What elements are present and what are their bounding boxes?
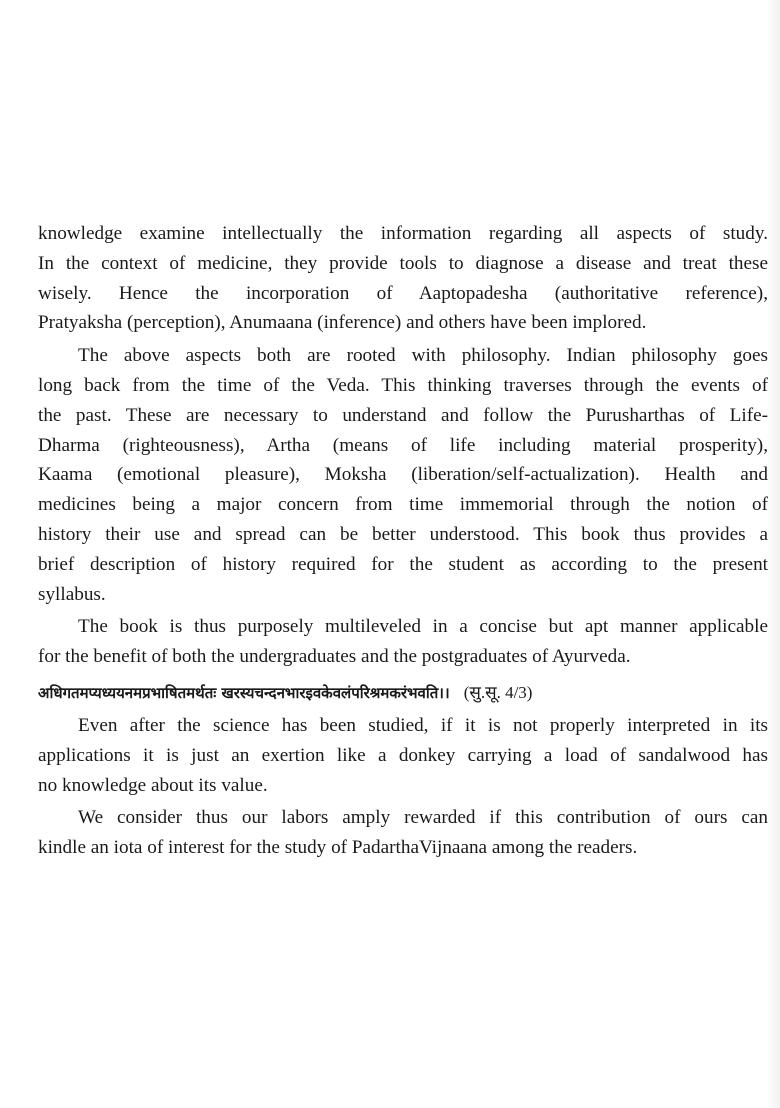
text-line: Even after the science has been studied, if it is not properly interpreted in its	[78, 714, 768, 736]
paragraph	[38, 711, 768, 800]
text-line: kindle an iota of interest for the study of PadarthaVijnaana among the readers.	[38, 837, 638, 859]
text-line: brief description of history required for the student as according to the present	[38, 553, 768, 575]
text-line: no knowledge about its value.	[38, 774, 268, 796]
text-line: Kaama (emotional pleasure), Moksha (liberation/self-actualization). Health and	[38, 464, 768, 486]
verse-reference: (सु.सू. 4/3)	[463, 682, 533, 702]
text-line: Pratyaksha (perception), Anumaana (inference) and others have been implored.	[38, 312, 647, 334]
paragraph	[38, 219, 768, 338]
sanskrit-quote	[38, 675, 768, 711]
text-line: knowledge examine intellectually the information regarding all aspects of study.	[38, 223, 768, 244]
paragraphs-after-quote	[38, 711, 768, 866]
paragraph	[38, 612, 768, 672]
text-line: the past. These are necessary to understand and follow the Purusharthas of Life-	[38, 404, 768, 426]
paragraph	[38, 803, 768, 863]
text-line: wisely. Hence the incorporation of Aaptopadesha (authoritative reference),	[38, 282, 768, 304]
paragraphs-before-quote	[38, 219, 768, 675]
text-line: The above aspects both are rooted with philosophy. Indian philosophy goes	[78, 345, 768, 367]
text-line: for the benefit of both the undergraduates and the postgraduates of Ayurveda.	[38, 646, 631, 668]
text-line: history their use and spread can be better understood. This book thus provides a	[38, 523, 768, 545]
scan-edge-shadow	[766, 0, 780, 1108]
text-line: In the context of medicine, they provide tools to diagnose a disease and treat these	[38, 252, 768, 274]
sanskrit-verse: अधिगतमप्यध्ययनमप्रभाषितमर्थतः खरस्यचन्दनभारइवकेवलंपरिश्रमकरंभवति।।	[38, 683, 450, 702]
paragraph	[38, 341, 768, 609]
text-line: We consider thus our labors amply rewarded if this contribution of ours can	[78, 807, 768, 829]
document-body	[38, 219, 768, 866]
text-line: The book is thus purposely multileveled in a concise but apt manner applicable	[78, 616, 768, 638]
text-line: long back from the time of the Veda. This thinking traverses through the events of	[38, 374, 768, 396]
text-line: Dharma (righteousness), Artha (means of life including material prosperity),	[38, 434, 768, 456]
text-line: syllabus.	[38, 583, 106, 605]
text-line: medicines being a major concern from time immemorial through the notion of	[38, 494, 768, 516]
text-line: applications it is just an exertion like a donkey carrying a load of sandalwood has	[38, 744, 768, 766]
